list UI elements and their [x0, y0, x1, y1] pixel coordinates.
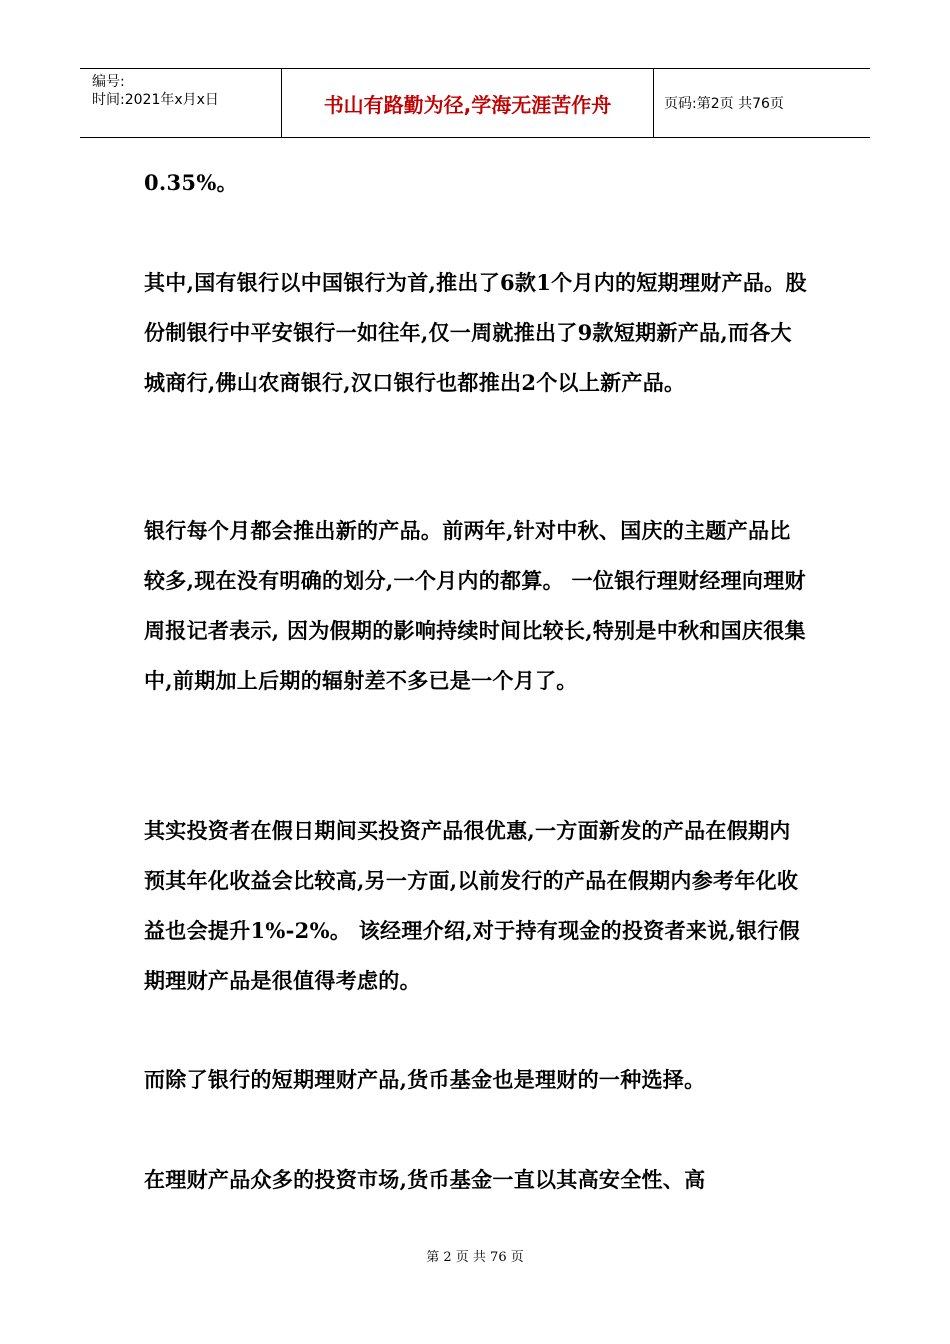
- paragraph-3: 银行每个月都会推出新的产品。前两年,针对中秋、国庆的主题产品比较多,现在没有明确的划分,一个月内的都算。 一位银行理财经理向理财周报记者表示, 因为假期的影响持续时间比较长,特别是中秋和国庆很集中,前期加上后期的辐射差不多已是一个月了。: [144, 518, 806, 693]
- doc-number-label: 编号:: [92, 74, 125, 90]
- paragraph-5: 而除了银行的短期理财产品,货币基金也是理财的一种选择。: [144, 1067, 706, 1092]
- header-meta-cell: [80, 69, 282, 137]
- paragraph-4: 其实投资者在假日期间买投资产品很优惠,一方面新发的产品在假期内预其年化收益会比较高,另一方面,以前发行的产品在假期内参考年化收益也会提升1%-2%。 该经理介绍,对于持有现金的投资者来说,银行假期理财产品是很值得考虑的。: [144, 818, 800, 993]
- header-page-info: 页码:第2页 共76页: [664, 96, 784, 112]
- page-header: [80, 68, 870, 138]
- paragraph-1: 0.35%。: [144, 170, 238, 195]
- paragraph-6: 在理财产品众多的投资市场,货币基金一直以其高安全性、高: [144, 1167, 706, 1192]
- header-motto: 书山有路勤为径,学海无涯苦作舟: [282, 69, 654, 137]
- doc-time-label: 时间:2021年x月x日: [92, 92, 219, 108]
- page-footer: 第 2 页 共 76 页: [426, 1250, 524, 1265]
- paragraph-2: 其中,国有银行以中国银行为首,推出了6款1个月内的短期理财产品。股份制银行中平安银行一如往年,仅一周就推出了9款短期新产品,而各大城商行,佛山农商银行,汉口银行也都推出2个以上新产品。: [144, 270, 807, 395]
